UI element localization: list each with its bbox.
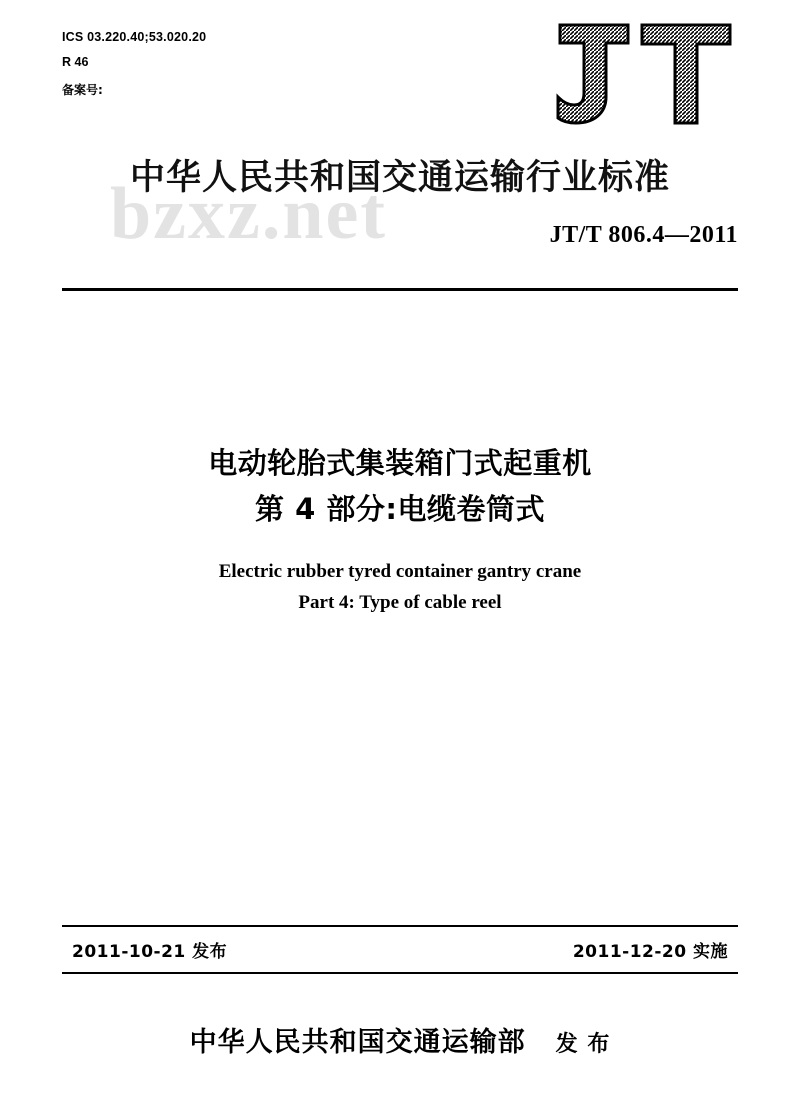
- effective-date: 2011-12-20 实施: [572, 942, 728, 962]
- header-block: [62, 30, 482, 98]
- document-title-en-line2: Part 4: Type of cable reel: [298, 592, 502, 613]
- document-title-en-line1: Electric rubber tyred container gantry crane: [218, 561, 582, 582]
- watermark-text: bzxz.net: [110, 173, 387, 255]
- jt-emblem-icon: [548, 18, 738, 136]
- classification-code: R 46: [62, 55, 89, 69]
- issuing-authority-name: 中华人民共和国交通运输部: [189, 1027, 526, 1058]
- divider-bottom-lower: [62, 972, 738, 974]
- document-title: [0, 440, 800, 532]
- record-number-label: 备案号:: [62, 83, 103, 97]
- ics-code: ICS 03.220.40;53.020.20: [62, 30, 207, 44]
- divider-top: [62, 288, 738, 291]
- document-title-line2: 第 4 部分:电缆卷筒式: [255, 492, 545, 526]
- document-title-line1: 电动轮胎式集装箱门式起重机: [208, 446, 592, 480]
- divider-bottom-upper: [62, 925, 738, 927]
- national-standard-title: 中华人民共和国交通运输行业标准: [129, 158, 670, 198]
- standard-number: JT/T 806.4—2011: [549, 222, 738, 248]
- document-title-english: [0, 556, 800, 618]
- issuing-authority-verb: 发 布: [555, 1032, 611, 1057]
- issuing-authority: [0, 1020, 800, 1059]
- issue-date: 2011-10-21 发布: [72, 942, 228, 962]
